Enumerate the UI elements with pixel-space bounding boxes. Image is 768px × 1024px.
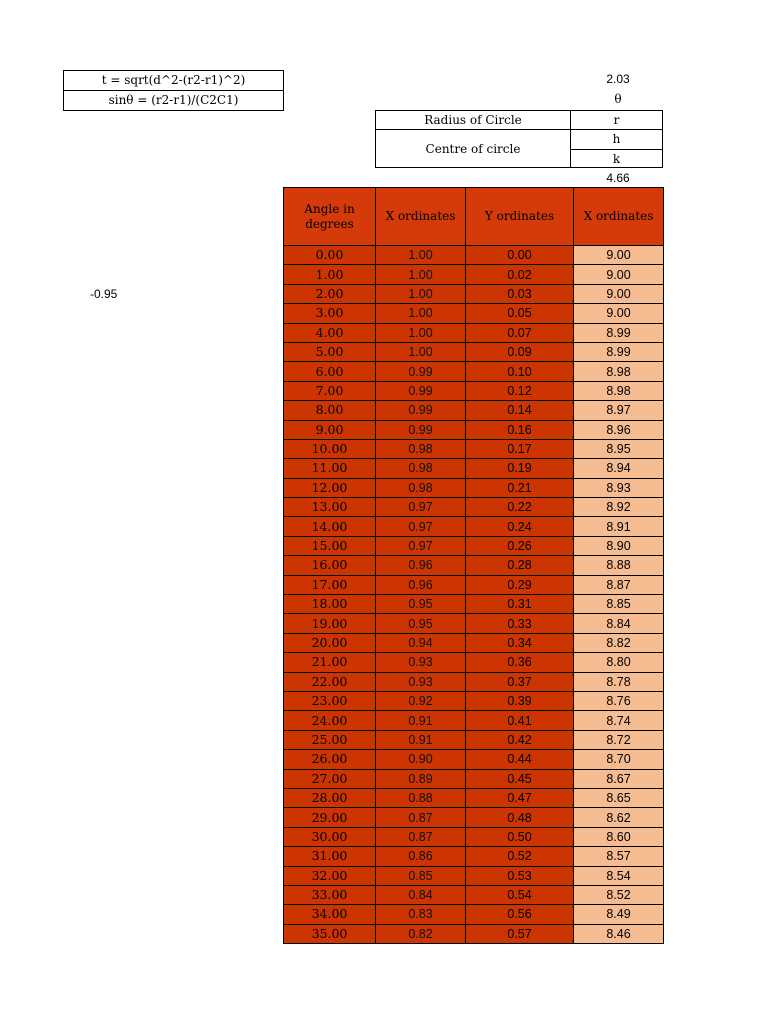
angle-cell[interactable]: 16.00	[284, 556, 376, 575]
y-ordinate-cell[interactable]: 0.03	[466, 284, 574, 303]
table-row	[284, 924, 664, 943]
angle-cell[interactable]: 2.00	[284, 284, 376, 303]
angle-cell[interactable]: 14.00	[284, 517, 376, 536]
angle-cell[interactable]: 10.00	[284, 439, 376, 458]
table-row	[284, 323, 664, 342]
y-ordinate-cell[interactable]: 0.36	[466, 653, 574, 672]
table-row	[284, 517, 664, 536]
y-ordinate-cell[interactable]: 0.47	[466, 788, 574, 807]
table-row	[284, 614, 664, 633]
y-ordinate-cell[interactable]: 0.02	[466, 265, 574, 284]
x-ordinate-2-cell[interactable]: 8.49	[574, 905, 664, 924]
centre-label[interactable]: Centre of circle	[375, 129, 571, 168]
y-ordinate-cell[interactable]: 0.10	[466, 362, 574, 381]
x-ordinate-cell[interactable]: 0.85	[376, 866, 466, 885]
circle-parameter-table	[375, 110, 663, 168]
x-ordinate-cell[interactable]: 0.99	[376, 401, 466, 420]
x-ordinate-2-cell[interactable]: 9.00	[574, 246, 664, 265]
x-ordinate-2-cell[interactable]: 8.98	[574, 381, 664, 400]
y-ordinate-cell[interactable]: 0.17	[466, 439, 574, 458]
table-row	[284, 827, 664, 846]
table-row	[284, 342, 664, 361]
x-ordinate-2-cell[interactable]: 8.67	[574, 769, 664, 788]
x-ordinate-2-cell[interactable]: 8.60	[574, 827, 664, 846]
table-row	[284, 575, 664, 594]
table-row	[284, 653, 664, 672]
table-row	[284, 459, 664, 478]
x-ordinate-cell[interactable]: 1.00	[376, 265, 466, 284]
table-row	[284, 304, 664, 323]
table-row	[284, 711, 664, 730]
y-ordinate-cell[interactable]: 0.52	[466, 847, 574, 866]
y-ordinate-cell[interactable]: 0.14	[466, 401, 574, 420]
x-ordinate-cell[interactable]: 0.87	[376, 808, 466, 827]
y-ordinate-cell[interactable]: 0.37	[466, 672, 574, 691]
y-ordinate-cell[interactable]: 0.31	[466, 595, 574, 614]
x-ordinate-cell[interactable]: 0.84	[376, 885, 466, 904]
angle-cell[interactable]: 4.00	[284, 323, 376, 342]
x-ordinate-2-cell[interactable]: 8.78	[574, 672, 664, 691]
angle-cell[interactable]: 9.00	[284, 420, 376, 439]
angle-cell[interactable]: 26.00	[284, 750, 376, 769]
y-ordinate-cell[interactable]: 0.24	[466, 517, 574, 536]
angle-cell[interactable]: 30.00	[284, 827, 376, 846]
table-row	[284, 691, 664, 710]
table-row	[284, 265, 664, 284]
x-ordinate-2-cell[interactable]: 8.96	[574, 420, 664, 439]
x-ordinate-cell[interactable]: 0.99	[376, 362, 466, 381]
x-ordinate-2-cell[interactable]: 8.84	[574, 614, 664, 633]
y-ordinate-cell[interactable]: 0.45	[466, 769, 574, 788]
x-ordinate-cell[interactable]: 0.82	[376, 924, 466, 943]
angle-cell[interactable]: 6.00	[284, 362, 376, 381]
theta-cell[interactable]: θ	[614, 92, 622, 106]
x-ordinate-cell[interactable]: 0.87	[376, 827, 466, 846]
table-row	[284, 420, 664, 439]
y-ordinate-cell[interactable]: 0.57	[466, 924, 574, 943]
angle-cell[interactable]: 34.00	[284, 905, 376, 924]
table-row	[284, 246, 664, 265]
x-ordinate-cell[interactable]: 1.00	[376, 342, 466, 361]
y-ordinate-cell[interactable]: 0.39	[466, 691, 574, 710]
header-x-ordinates[interactable]: X ordinates	[376, 188, 466, 246]
table-row	[284, 284, 664, 303]
angle-cell[interactable]: 25.00	[284, 730, 376, 749]
x-ordinate-cell[interactable]: 0.97	[376, 498, 466, 517]
x-ordinate-2-cell[interactable]: 8.65	[574, 788, 664, 807]
table-row	[284, 439, 664, 458]
x-ordinate-cell[interactable]: 1.00	[376, 304, 466, 323]
x-ordinate-cell[interactable]: 0.97	[376, 536, 466, 555]
x-ordinate-2-cell[interactable]: 8.99	[574, 323, 664, 342]
x-ordinate-cell[interactable]: 0.83	[376, 905, 466, 924]
y-ordinate-cell[interactable]: 0.05	[466, 304, 574, 323]
x-ordinate-cell[interactable]: 0.96	[376, 556, 466, 575]
x-ordinate-2-cell[interactable]: 8.91	[574, 517, 664, 536]
y-ordinate-cell[interactable]: 0.29	[466, 575, 574, 594]
x-ordinate-2-cell[interactable]: 8.94	[574, 459, 664, 478]
formula-sin-theta[interactable]: sinθ = (r2-r1)/(C2C1)	[64, 91, 283, 111]
angle-cell[interactable]: 13.00	[284, 498, 376, 517]
x-ordinate-2-cell[interactable]: 8.99	[574, 342, 664, 361]
table-row	[284, 905, 664, 924]
y-ordinate-cell[interactable]: 0.19	[466, 459, 574, 478]
table-row	[284, 847, 664, 866]
x-ordinate-cell[interactable]: 0.95	[376, 595, 466, 614]
x-ordinate-2-cell[interactable]: 8.98	[574, 362, 664, 381]
centre-symbol-h[interactable]: h	[571, 129, 663, 150]
x-ordinate-cell[interactable]: 1.00	[376, 323, 466, 342]
table-row	[284, 730, 664, 749]
radius-symbol[interactable]: r	[571, 110, 663, 130]
y-ordinate-cell[interactable]: 0.44	[466, 750, 574, 769]
x-ordinate-2-cell[interactable]: 8.57	[574, 847, 664, 866]
x-ordinate-2-cell[interactable]: 9.00	[574, 284, 664, 303]
x-ordinate-2-cell[interactable]: 8.52	[574, 885, 664, 904]
angle-cell[interactable]: 24.00	[284, 711, 376, 730]
x-ordinate-cell[interactable]: 0.97	[376, 517, 466, 536]
y-ordinate-cell[interactable]: 0.41	[466, 711, 574, 730]
angle-cell[interactable]: 35.00	[284, 924, 376, 943]
x-ordinate-cell[interactable]: 0.89	[376, 769, 466, 788]
y-ordinate-cell[interactable]: 0.26	[466, 536, 574, 555]
angle-cell[interactable]: 8.00	[284, 401, 376, 420]
y-ordinate-cell[interactable]: 0.56	[466, 905, 574, 924]
x-ordinate-cell[interactable]: 1.00	[376, 284, 466, 303]
y-ordinate-cell[interactable]: 0.16	[466, 420, 574, 439]
x-ordinate-cell[interactable]: 0.94	[376, 633, 466, 652]
x-ordinate-2-cell[interactable]: 8.82	[574, 633, 664, 652]
x-ordinate-2-cell[interactable]: 8.97	[574, 401, 664, 420]
angle-cell[interactable]: 27.00	[284, 769, 376, 788]
x-ordinate-2-cell[interactable]: 8.80	[574, 653, 664, 672]
table-row	[284, 381, 664, 400]
x-ordinate-2-cell[interactable]: 8.93	[574, 478, 664, 497]
y-ordinate-cell[interactable]: 0.07	[466, 323, 574, 342]
angle-cell[interactable]: 5.00	[284, 342, 376, 361]
x-ordinate-cell[interactable]: 0.98	[376, 459, 466, 478]
table-row	[284, 633, 664, 652]
table-row	[284, 595, 664, 614]
angle-cell[interactable]: 3.00	[284, 304, 376, 323]
x-ordinate-cell[interactable]: 0.88	[376, 788, 466, 807]
angle-cell[interactable]: 23.00	[284, 691, 376, 710]
y-ordinate-cell[interactable]: 0.09	[466, 342, 574, 361]
x-ordinate-2-cell[interactable]: 8.87	[574, 575, 664, 594]
x-ordinate-2-cell[interactable]: 8.54	[574, 866, 664, 885]
x-ordinate-2-cell[interactable]: 8.88	[574, 556, 664, 575]
angle-cell[interactable]: 32.00	[284, 866, 376, 885]
x-ordinate-cell[interactable]: 0.99	[376, 381, 466, 400]
left-value-cell[interactable]: -0.95	[90, 287, 118, 301]
y-ordinate-cell[interactable]: 0.53	[466, 866, 574, 885]
x-ordinate-cell[interactable]: 1.00	[376, 246, 466, 265]
x-ordinate-2-cell[interactable]: 8.46	[574, 924, 664, 943]
x-ordinate-cell[interactable]: 0.91	[376, 730, 466, 749]
x-ordinate-cell[interactable]: 0.93	[376, 672, 466, 691]
table-header-row	[284, 188, 664, 246]
angle-cell[interactable]: 19.00	[284, 614, 376, 633]
x-ordinate-2-cell[interactable]: 8.85	[574, 595, 664, 614]
table-row	[284, 478, 664, 497]
x-ordinate-cell[interactable]: 0.91	[376, 711, 466, 730]
angle-cell[interactable]: 7.00	[284, 381, 376, 400]
table-row	[284, 750, 664, 769]
angle-cell[interactable]: 28.00	[284, 788, 376, 807]
y-ordinate-cell[interactable]: 0.33	[466, 614, 574, 633]
coordinates-table	[283, 187, 664, 944]
angle-cell[interactable]: 21.00	[284, 653, 376, 672]
x-ordinate-2-cell[interactable]: 8.92	[574, 498, 664, 517]
y-ordinate-cell[interactable]: 0.42	[466, 730, 574, 749]
table-row	[284, 401, 664, 420]
angle-cell[interactable]: 31.00	[284, 847, 376, 866]
header-y-ordinates[interactable]: Y ordinates	[466, 188, 574, 246]
x-ordinate-2-cell[interactable]: 8.90	[574, 536, 664, 555]
y-ordinate-cell[interactable]: 0.12	[466, 381, 574, 400]
below-table-value-cell[interactable]: 4.66	[606, 171, 630, 185]
x-ordinate-cell[interactable]: 0.99	[376, 420, 466, 439]
table-row	[284, 885, 664, 904]
x-ordinate-cell[interactable]: 0.86	[376, 847, 466, 866]
angle-cell[interactable]: 11.00	[284, 459, 376, 478]
angle-cell[interactable]: 33.00	[284, 885, 376, 904]
radius-label[interactable]: Radius of Circle	[375, 110, 571, 130]
x-ordinate-2-cell[interactable]: 9.00	[574, 265, 664, 284]
x-ordinate-cell[interactable]: 0.92	[376, 691, 466, 710]
x-ordinate-cell[interactable]: 0.95	[376, 614, 466, 633]
x-ordinate-2-cell[interactable]: 8.76	[574, 691, 664, 710]
x-ordinate-2-cell[interactable]: 8.72	[574, 730, 664, 749]
y-ordinate-cell[interactable]: 0.22	[466, 498, 574, 517]
x-ordinate-cell[interactable]: 0.93	[376, 653, 466, 672]
top-value-cell[interactable]: 2.03	[606, 72, 630, 86]
table-row	[284, 808, 664, 827]
table-body	[284, 246, 664, 944]
y-ordinate-cell[interactable]: 0.34	[466, 633, 574, 652]
angle-cell[interactable]: 29.00	[284, 808, 376, 827]
x-ordinate-2-cell[interactable]: 9.00	[574, 304, 664, 323]
y-ordinate-cell[interactable]: 0.28	[466, 556, 574, 575]
table-row	[284, 769, 664, 788]
x-ordinate-2-cell[interactable]: 8.70	[574, 750, 664, 769]
y-ordinate-cell[interactable]: 0.48	[466, 808, 574, 827]
angle-cell[interactable]: 17.00	[284, 575, 376, 594]
x-ordinate-cell[interactable]: 0.98	[376, 439, 466, 458]
angle-cell[interactable]: 1.00	[284, 265, 376, 284]
y-ordinate-cell[interactable]: 0.00	[466, 246, 574, 265]
angle-cell[interactable]: 0.00	[284, 246, 376, 265]
header-x-ordinates-2[interactable]: X ordinates	[574, 188, 664, 246]
angle-cell[interactable]: 22.00	[284, 672, 376, 691]
x-ordinate-cell[interactable]: 0.90	[376, 750, 466, 769]
angle-cell[interactable]: 20.00	[284, 633, 376, 652]
centre-symbol-k[interactable]: k	[571, 149, 663, 168]
x-ordinate-2-cell[interactable]: 8.74	[574, 711, 664, 730]
x-ordinate-2-cell[interactable]: 8.62	[574, 808, 664, 827]
angle-cell[interactable]: 18.00	[284, 595, 376, 614]
table-row	[284, 672, 664, 691]
x-ordinate-cell[interactable]: 0.96	[376, 575, 466, 594]
header-angle[interactable]: Angle in degrees	[284, 188, 376, 246]
x-ordinate-cell[interactable]: 0.98	[376, 478, 466, 497]
y-ordinate-cell[interactable]: 0.54	[466, 885, 574, 904]
angle-cell[interactable]: 15.00	[284, 536, 376, 555]
x-ordinate-2-cell[interactable]: 8.95	[574, 439, 664, 458]
table-row	[284, 536, 664, 555]
table-row	[284, 788, 664, 807]
table-row	[284, 866, 664, 885]
formula-box	[63, 70, 284, 111]
angle-cell[interactable]: 12.00	[284, 478, 376, 497]
table-row	[284, 362, 664, 381]
y-ordinate-cell[interactable]: 0.50	[466, 827, 574, 846]
formula-t[interactable]: t = sqrt(d^2-(r2-r1)^2)	[64, 71, 283, 91]
table-row	[284, 498, 664, 517]
y-ordinate-cell[interactable]: 0.21	[466, 478, 574, 497]
table-row	[284, 556, 664, 575]
